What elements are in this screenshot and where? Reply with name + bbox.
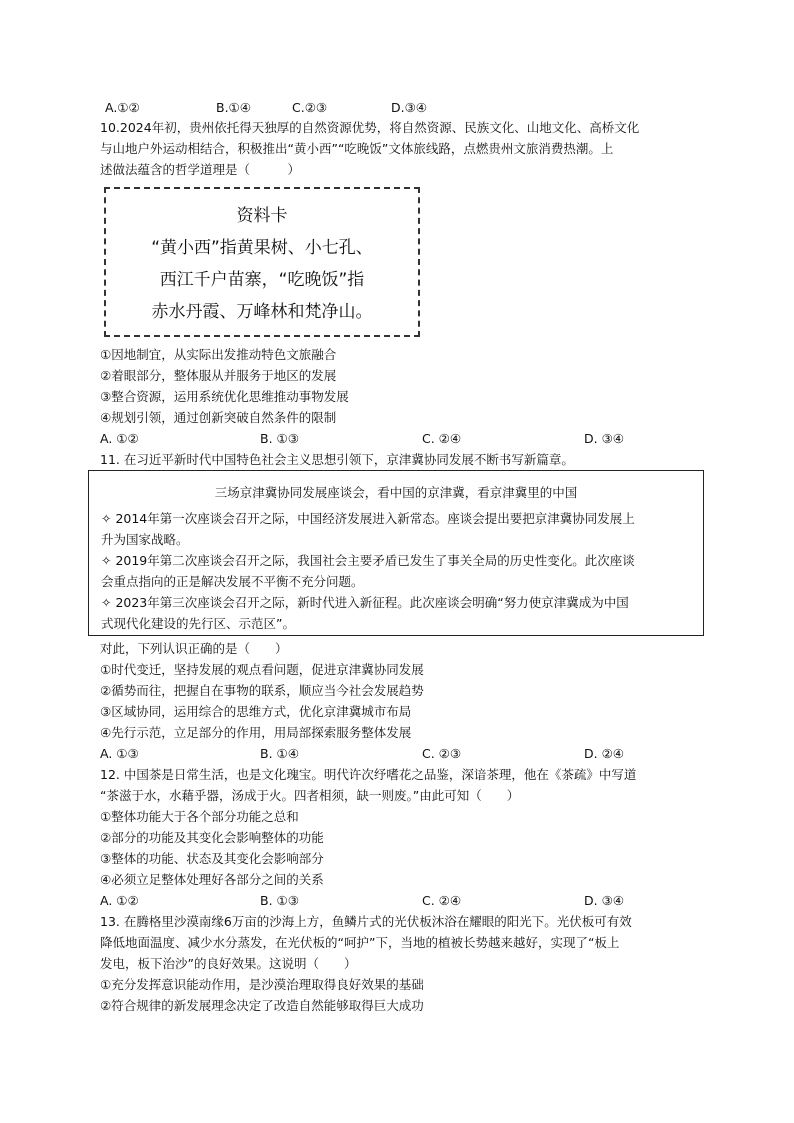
q11-option-d: D. ②④ bbox=[584, 746, 624, 761]
q12-statement-3: ③整体的功能、状态及其变化会影响部分 bbox=[100, 851, 324, 866]
q12-options bbox=[100, 891, 700, 911]
q10-stem-line-3: 述做法蕴含的哲学道理是（ ） bbox=[100, 162, 301, 177]
q11-box-line-5: ✧ 2023年第三次座谈会召开之际，新时代进入新征程。此次座谈会明确“努力使京津冀成为中国 bbox=[101, 595, 629, 610]
q11-statement-3: ③区域协同，运用综合的思维方式，优化京津冀城市布局 bbox=[100, 704, 412, 719]
q10-statement-2: ②着眼部分，整体服从并服务于地区的发展 bbox=[100, 368, 337, 383]
q12-option-d: D. ③④ bbox=[584, 893, 624, 908]
q10-card-title: 资料卡 bbox=[236, 206, 288, 226]
q12-stem-line-1: 12. 中国茶是日常生活，也是文化瑰宝。明代许次纾嗜花之品鉴，深谙茶理，他在《茶疏》中写道 bbox=[100, 767, 637, 782]
q9-option-d: D.③④ bbox=[391, 100, 428, 115]
q12-statement-1: ①整体功能大于各个部分功能之总和 bbox=[100, 809, 299, 824]
q11-box-line-6: 式现代化建设的先行区、示范区”。 bbox=[101, 616, 295, 631]
q13-stem-line-2: 降低地面温度、减少水分蒸发，在光伏板的“呵护”下，当地的植被长势越来越好，实现了“板上 bbox=[100, 935, 620, 950]
q9-option-c: C.②③ bbox=[292, 100, 328, 115]
q10-stem-line-2: 与山地户外运动相结合，积极推出“黄小西”“吃晚饭”文体旅线路，点燃贵州文旅消费热潮。上 bbox=[100, 141, 614, 156]
q9-option-b: B.①④ bbox=[216, 100, 251, 115]
q10-card-line-1: “黄小西”指黄果树、小七孔、 bbox=[151, 238, 373, 258]
q11-box-line-3: ✧ 2019年第二次座谈会召开之际，我国社会主要矛盾已发生了事关全局的历史性变化。此次座谈 bbox=[101, 553, 635, 568]
q10-option-d: D. ③④ bbox=[584, 431, 624, 446]
q13-stem-line-1: 13. 在腾格里沙漠南缘6万亩的沙海上方，鱼鳞片式的光伏板沐浴在耀眼的阳光下。光伏板可有效 bbox=[100, 914, 632, 929]
q10-card-line-2: 西江千户苗寨，“吃晚饭”指 bbox=[159, 270, 365, 290]
q10-option-b: B. ①③ bbox=[260, 431, 299, 446]
q10-options bbox=[100, 429, 700, 449]
q12-option-b: B. ①③ bbox=[260, 893, 299, 908]
q11-box-line-4: 会重点指向的正是解决发展不平衡不充分问题。 bbox=[101, 574, 364, 589]
q10-statement-3: ③整合资源，运用系统优化思维推动事物发展 bbox=[100, 389, 349, 404]
q12-option-c: C. ②④ bbox=[422, 893, 462, 908]
q10-option-a: A. ①② bbox=[100, 431, 139, 446]
q11-statement-2: ②循势而往，把握自在事物的联系，顺应当今社会发展趋势 bbox=[100, 683, 424, 698]
q12-statement-2: ②部分的功能及其变化会影响整体的功能 bbox=[100, 830, 324, 845]
q11-stem: 11. 在习近平新时代中国特色社会主义思想引领下，京津冀协同发展不断书写新篇章。 bbox=[100, 452, 574, 467]
q11-statement-1: ①时代变迁，坚持发展的观点看问题，促进京津冀协同发展 bbox=[100, 662, 424, 677]
q11-box-line-1: ✧ 2014年第一次座谈会召开之际，中国经济发展进入新常态。座谈会提出要把京津冀协同发展上 bbox=[101, 511, 635, 526]
q11-options bbox=[100, 744, 700, 764]
q12-statement-4: ④必须立足整体处理好各部分之间的关系 bbox=[100, 872, 324, 887]
q10-statement-4: ④规划引领，通过创新突破自然条件的限制 bbox=[100, 410, 337, 425]
q13-statement-2: ②符合规律的新发展理念决定了改造自然能够取得巨大成功 bbox=[100, 998, 424, 1013]
q10-card-line-3: 赤水丹霞、万峰林和梵净山。 bbox=[151, 302, 373, 322]
q13-stem-line-3: 发电，板下治沙”的良好效果。这说明（ ） bbox=[100, 956, 357, 971]
q11-prompt: 对此，下列认识正确的是（ ） bbox=[100, 641, 288, 656]
q9-option-a: A.①② bbox=[105, 100, 140, 115]
q13-statement-1: ①充分发挥意识能动作用，是沙漠治理取得良好效果的基础 bbox=[100, 977, 424, 992]
q11-statement-4: ④先行示范，立足部分的作用，用局部探索服务整体发展 bbox=[100, 725, 412, 740]
q10-statement-1: ①因地制宜，从实际出发推动特色文旅融合 bbox=[100, 347, 337, 362]
q10-material-card bbox=[104, 187, 420, 337]
q11-option-a: A. ①③ bbox=[100, 746, 139, 761]
q11-material-box bbox=[88, 470, 704, 636]
q12-option-a: A. ①② bbox=[100, 893, 139, 908]
q11-option-b: B. ①④ bbox=[260, 746, 299, 761]
q9-options bbox=[100, 98, 700, 118]
q11-box-title: 三场京津冀协同发展座谈会，看中国的京津冀，看京津冀里的中国 bbox=[214, 485, 578, 500]
q11-option-c: C. ②③ bbox=[422, 746, 462, 761]
q10-stem-line-1: 10.2024年初，贵州依托得天独厚的自然资源优势，将自然资源、民族文化、山地文化、高桥文化 bbox=[100, 120, 640, 135]
q11-box-line-2: 升为国家战略。 bbox=[101, 532, 189, 547]
q12-stem-line-2: “茶滋于水，水藉乎器，汤成于火。四者相须，缺一则废。”由此可知（ ） bbox=[100, 788, 520, 803]
q10-option-c: C. ②④ bbox=[422, 431, 462, 446]
